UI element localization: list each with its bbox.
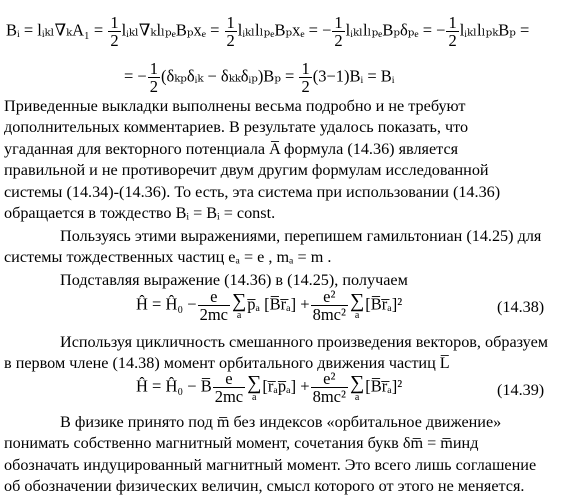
text-line: системы (14.34)-(14.36). То есть, эта система при использовании (14.36) (4, 182, 501, 201)
fraction-half: $\frac{1}{2}$ (301, 59, 310, 97)
text-line: в первом члене (14.38) момент орбитального движения частиц L̅ (4, 354, 450, 373)
paragraph-4 (4, 332, 566, 375)
paragraph-5 (4, 412, 566, 498)
fraction-e-2mc: $\frac{e}{2mc}$ (214, 369, 244, 407)
sum-symbol: ∑ a (247, 371, 262, 403)
fraction-e2-8mc2: $\frac{\text{e²}}{\text{8mc²}}$ (312, 369, 346, 407)
equation-text: lᵢₖₗlₗₚₖBₚ = (459, 20, 530, 40)
fraction-half: $\frac{1}{2}$ (226, 13, 235, 51)
equation-text: = − (124, 66, 147, 86)
text-line: обращается в тождество Bᵢ = Bᵢ = const. (4, 204, 276, 223)
sum-symbol: ∑ a (349, 371, 365, 403)
text-line: Подставляя выражение (14.36) в (14.25), получаем (60, 271, 408, 289)
equation-number: (14.38) (497, 298, 545, 316)
sum-symbol: ∑ a (349, 289, 365, 321)
text-line: понимать собственно магнитный момент, сочетания букв δm̅ = m̅инд (4, 434, 479, 453)
text-line: об обозначении физических величин, смысл которого от этого не меняется. (4, 477, 525, 496)
paragraph-2 (4, 226, 566, 269)
equation-14-38: Ĥ = Ĥ₀ − $\frac{e}{2mc}$ ∑ a p̅ₐ [B̅r̅ₐ] + $\frac{\text{e²}}{\text{8mc²}}$ ∑ a [B̅r̅ₐ]² (136, 287, 403, 325)
text-line: дополнительных комментариев. В результате удалось показать, что (4, 118, 469, 137)
equation-text: lᵢₖₗ∇ₖlₗₚₑBₚxₑ = (121, 20, 224, 40)
text-line: обозначать индуцированный магнитный момент. Это всего лишь соглашение (4, 455, 537, 474)
fraction-e2-8mc2: $\frac{\text{e²}}{\text{8mc²}}$ (312, 287, 346, 325)
fraction-half: $\frac{1}{2}$ (110, 13, 119, 51)
derivation-line-2 (124, 60, 395, 96)
derivation-line-1 (6, 14, 529, 50)
sum-symbol: ∑ a (232, 289, 247, 321)
fraction-half: $\frac{1}{2}$ (149, 59, 158, 97)
text-line: В физике принято под m̅ без индексов «орбитальное движение» (60, 413, 502, 431)
fraction-half: $\frac{1}{2}$ (448, 13, 457, 51)
text-line: Приведенные выкладки выполнены весьма подробно и не требуют (4, 97, 466, 115)
equation-text: (δₖₚδᵢₖ − δₖₖδᵢₚ)Bₚ = (161, 66, 299, 86)
equation-text: (3−1)Bᵢ = Bᵢ (312, 66, 395, 86)
equation-number: (14.39) (497, 381, 545, 399)
fraction-e-2mc: $\frac{e}{2mc}$ (199, 287, 228, 325)
text-line: угаданная для векторного потенциала A̅ формула (14.36) является (4, 139, 459, 158)
equation-14-39: Ĥ = Ĥ₀ − B̅ $\frac{e}{2mc}$ ∑ a [r̅ₐp̅ₐ] + $\frac{\text{e²}}{\text{8mc²}}$ ∑ a [B̅r̅ₐ]² (136, 369, 403, 407)
fraction-half: $\frac{1}{2}$ (334, 13, 343, 51)
equation-text: lᵢₖₗlₗₚₑBₚxₑ = − (237, 20, 332, 40)
equation-text: lᵢₖₗlₗₚₑBₚδₚₑ = − (345, 20, 446, 40)
text-line: Используя цикличность смешанного произведения векторов, образуем (60, 333, 548, 351)
paragraph-1 (4, 96, 566, 224)
text-line: системы тождественных частиц eₐ = e , mₐ = m . (4, 248, 332, 267)
equation-text: Bᵢ = lᵢₖₗ∇ₖA₁ = (6, 20, 108, 40)
text-line: Пользуясь этими выражениями, перепишем гамильтониан (14.25) для (60, 227, 542, 245)
text-line: правильной и не противоречит двум другим формулам исследованной (4, 161, 489, 180)
